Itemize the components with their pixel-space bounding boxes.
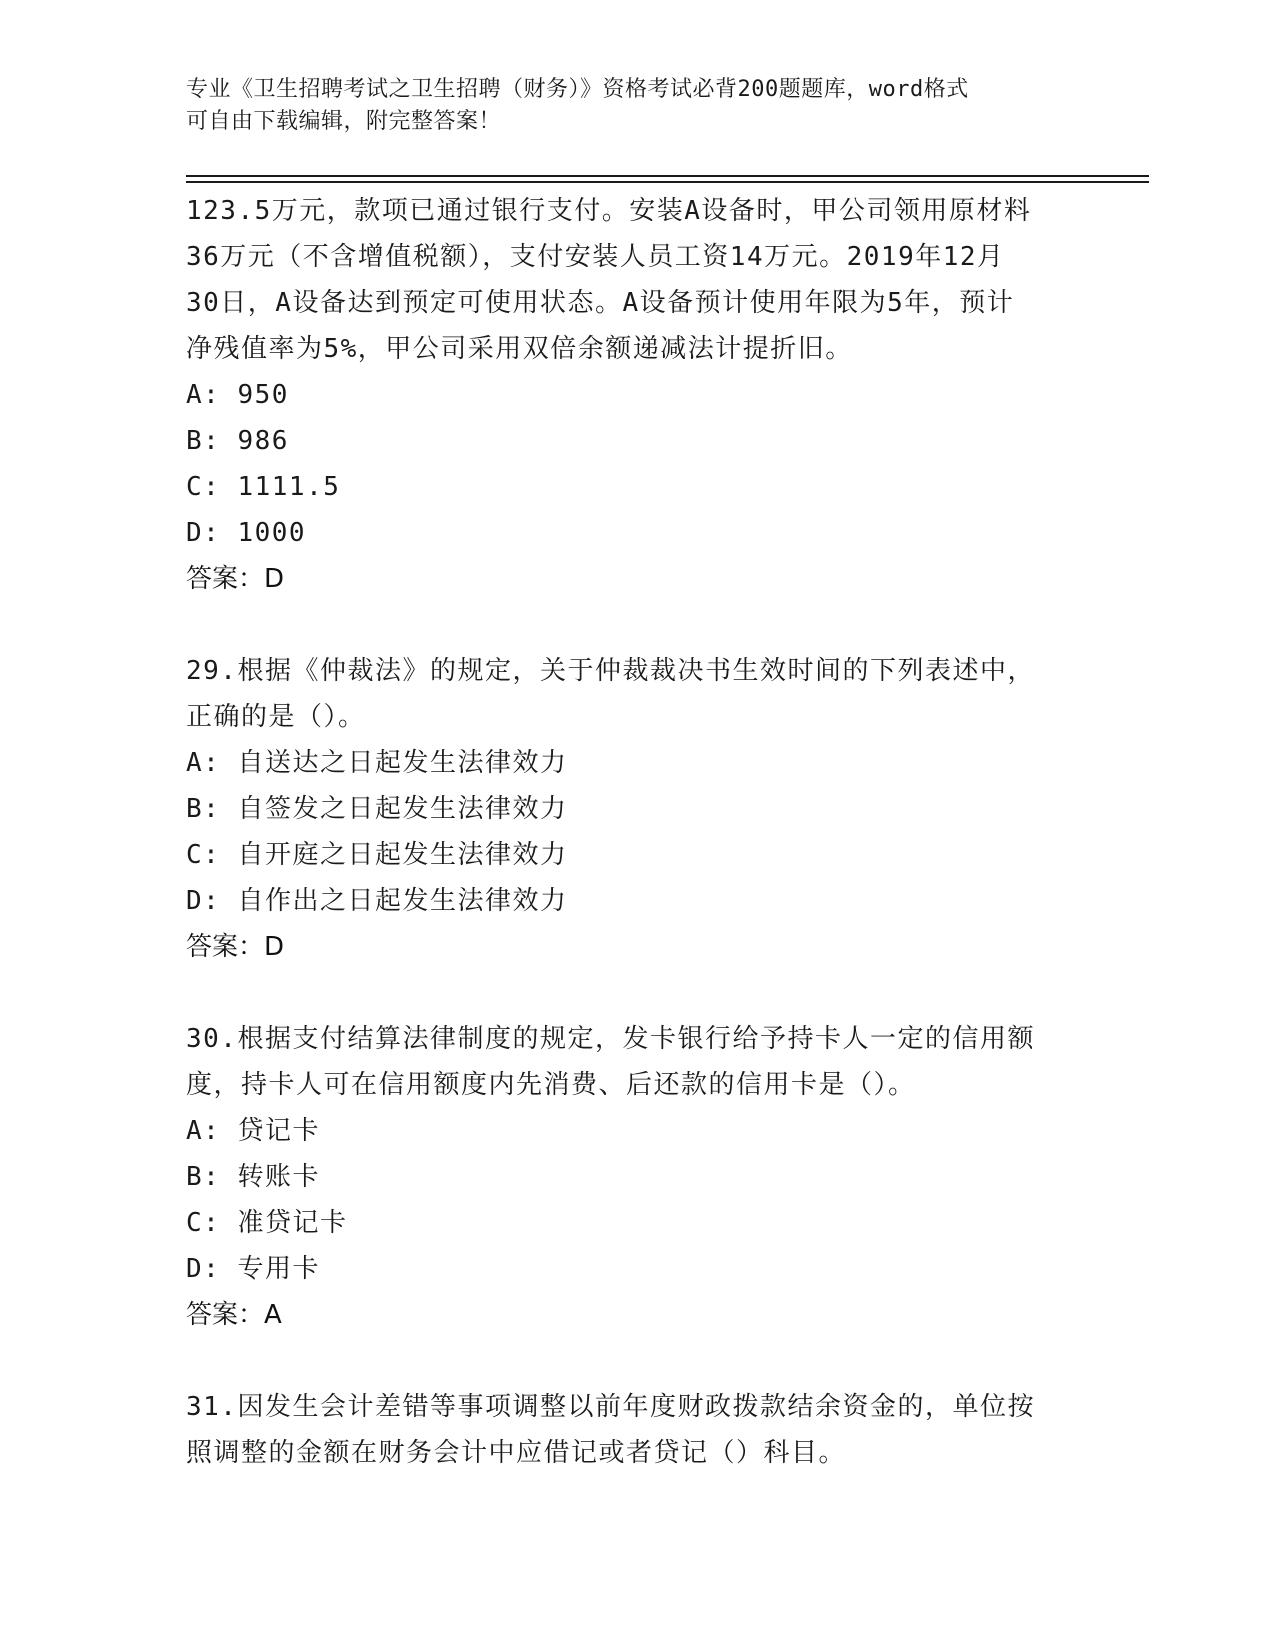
question-text-line: 123.5万元，款项已通过银行支付。安装A设备时，甲公司领用原材料 [186,196,1032,226]
answer-line: 答案：D [186,932,285,962]
question-text-line: 36万元（不含增值税额），支付安装人员工资14万元。2019年12月 [186,242,1005,272]
option-c: C: 自开庭之日起发生法律效力 [186,840,568,870]
option-c: C: 1111.5 [186,472,341,502]
answer-line: 答案：D [186,564,285,594]
question-text-line: 正确的是（）。 [186,702,366,732]
question-spacer [186,602,1086,648]
answer-line: 答案：A [186,1300,282,1330]
option-a: A: 自送达之日起发生法律效力 [186,748,568,778]
question-list [186,188,1086,1476]
question-block [186,188,1086,602]
document-header [186,74,1086,138]
header-line-2: 可自由下载编辑，附完整答案！ [186,109,502,134]
question-spacer [186,970,1086,1016]
question-block [186,1016,1086,1338]
option-a: A: 950 [186,380,289,410]
option-a: A: 贷记卡 [186,1116,320,1146]
question-block [186,648,1086,970]
option-b: B: 转账卡 [186,1162,320,1192]
option-d: D: 专用卡 [186,1254,320,1284]
question-block [186,1384,1086,1476]
question-text-line: 度，持卡人可在信用额度内先消费、后还款的信用卡是（）。 [186,1070,916,1100]
option-b: B: 986 [186,426,289,456]
option-c: C: 准贷记卡 [186,1208,348,1238]
header-divider-top [186,175,1149,177]
question-text-line: 净残值率为5%，甲公司采用双倍余额递减法计提折旧。 [186,334,853,364]
option-b: B: 自签发之日起发生法律效力 [186,794,568,824]
question-text-line: 31.因发生会计差错等事项调整以前年度财政拨款结余资金的，单位按 [186,1392,1035,1422]
question-spacer [186,1338,1086,1384]
question-text-line: 30.根据支付结算法律制度的规定，发卡银行给予持卡人一定的信用额 [186,1024,1035,1054]
option-d: D: 1000 [186,518,307,548]
question-text-line: 29.根据《仲裁法》的规定，关于仲裁裁决书生效时间的下列表述中， [186,656,1035,686]
question-text-line: 照调整的金额在财务会计中应借记或者贷记（）科目。 [186,1438,847,1468]
question-text-line: 30日，A设备达到预定可使用状态。A设备预计使用年限为5年，预计 [186,288,1015,318]
header-divider-bottom [186,181,1149,183]
header-line-1: 专业《卫生招聘考试之卫生招聘（财务）》资格考试必背200题题库，word格式 [186,77,969,102]
option-d: D: 自作出之日起发生法律效力 [186,886,568,916]
